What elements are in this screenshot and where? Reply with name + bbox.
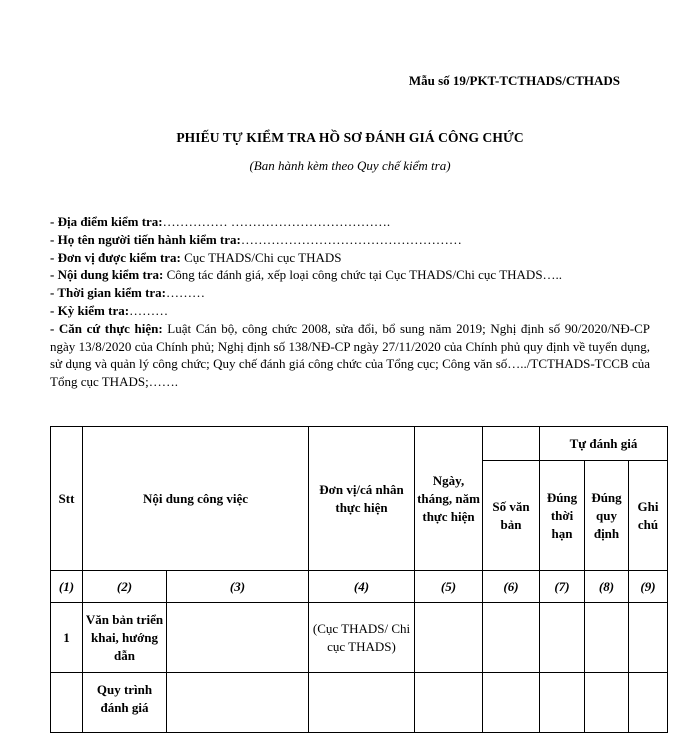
header-stt: Stt [51, 427, 83, 571]
location-value: …………… ………………………………. [162, 214, 391, 229]
colnum-4: (4) [309, 571, 415, 603]
content-value: Công tác đánh giá, xếp loại công chức tại Cục THADS/Chi cục THADS….. [163, 267, 563, 283]
row-cell [483, 603, 540, 673]
basis-value: Luật Cán bộ, công chức 2008, sửa đổi, bổ sung năm 2019; Nghị định số 90/2020/NĐ-CP ngày 13/8/2020 của Chính phủ; Nghị định số 138/NĐ-CP ngày 27/11/2020 của Chính phủ quy định về tuyển dụng, sử dụng và quản lý công chức; Quy chế đánh giá công chức của Tổng cục; Công văn số…../TCTHADS-TCCB của Tổng cục THADS;……. [50, 320, 651, 390]
time-label: - Thời gian kiểm tra: [50, 285, 167, 301]
unit-label: - Đơn vị được kiểm tra: [50, 249, 181, 265]
row-cell [540, 673, 585, 733]
row-content: Quy trình đánh giá [83, 673, 167, 733]
row-cell [540, 603, 585, 673]
colnum-5: (5) [415, 571, 483, 603]
header-self-eval: Tự đánh giá [540, 427, 668, 461]
header-blank [483, 427, 540, 461]
table-row [51, 673, 668, 733]
colnum-7: (7) [540, 571, 585, 603]
row-detail [167, 603, 309, 673]
header-note: Ghi chú [629, 461, 668, 571]
location-line [50, 213, 650, 231]
inspection-info [50, 213, 650, 391]
colnum-9: (9) [629, 571, 668, 603]
content-line [50, 266, 650, 284]
row-unit [309, 673, 415, 733]
row-cell [415, 673, 483, 733]
row-stt [51, 673, 83, 733]
header-content: Nội dung công việc [83, 427, 309, 571]
inspector-line [50, 231, 650, 249]
form-subtitle: (Ban hành kèm theo Quy chế kiểm tra) [249, 158, 451, 173]
header-unit: Đơn vị/cá nhân thực hiện [309, 427, 415, 571]
header-compliant: Đúng quy định [585, 461, 629, 571]
unit-value: Cục THADS/Chi cục THADS [180, 249, 342, 265]
row-unit: (Cục THADS/ Chi cục THADS) [309, 603, 415, 673]
unit-line [50, 249, 650, 267]
row-stt: 1 [51, 603, 83, 673]
colnum-2: (2) [83, 571, 167, 603]
basis-label: - Căn cứ thực hiện: [50, 320, 163, 336]
inspection-table [50, 426, 668, 733]
row-cell [629, 603, 668, 673]
inspector-value: …………………………………………… [240, 231, 462, 247]
row-cell [415, 603, 483, 673]
colnum-1: (1) [51, 571, 83, 603]
header-doc-no: Số văn bản [483, 461, 540, 571]
period-value: ……… [129, 302, 169, 318]
row-detail [167, 673, 309, 733]
content-label: - Nội dung kiểm tra: [50, 267, 164, 283]
header-on-time: Đúng thời hạn [540, 461, 585, 571]
time-line [50, 284, 650, 302]
inspector-label: - Họ tên người tiến hành kiểm tra: [50, 231, 241, 247]
location-label: - Địa điểm kiểm tra: [50, 214, 163, 229]
row-cell [483, 673, 540, 733]
row-cell [585, 603, 629, 673]
period-line [50, 302, 650, 320]
colnum-3: (3) [167, 571, 309, 603]
row-cell [629, 673, 668, 733]
form-title: PHIẾU TỰ KIỂM TRA HỒ SƠ ĐÁNH GIÁ CÔNG CHỨC [176, 130, 524, 145]
header-date: Ngày, tháng, năm thực hiện [415, 427, 483, 571]
period-label: - Kỳ kiểm tra: [50, 302, 130, 318]
basis-line [50, 320, 650, 391]
row-content: Văn bản triển khai, hướng dẫn [83, 603, 167, 673]
column-number-row [51, 571, 668, 603]
colnum-6: (6) [483, 571, 540, 603]
time-value: ……… [166, 285, 206, 301]
table-row [51, 603, 668, 673]
form-code: Mẫu số 19/PKT-TCTHADS/CTHADS [408, 73, 620, 88]
colnum-8: (8) [585, 571, 629, 603]
row-cell [585, 673, 629, 733]
